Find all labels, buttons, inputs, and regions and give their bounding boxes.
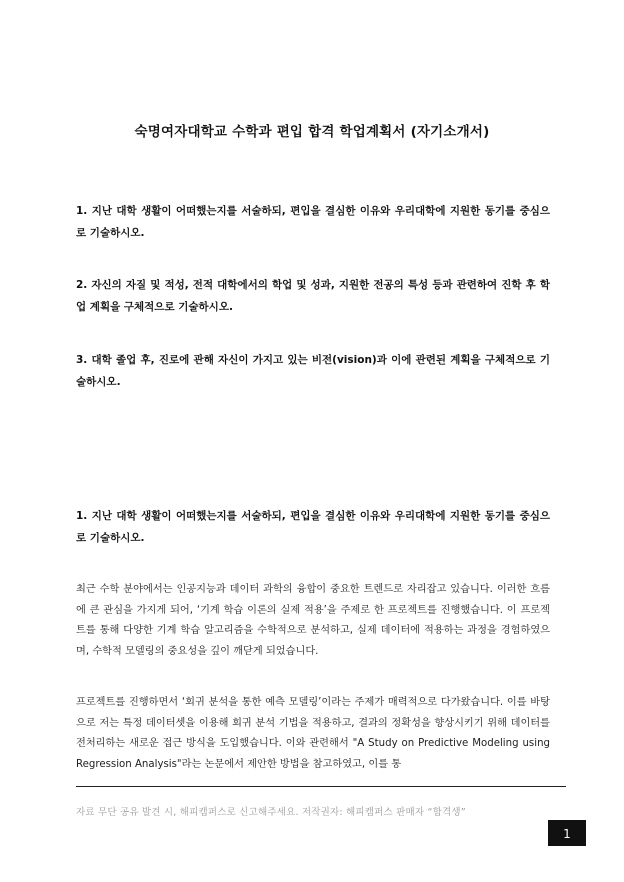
page-title: 숙명여자대학교 수학과 편입 합격 학업계획서 (자기소개서) — [134, 124, 490, 140]
question-2: 2. 자신의 자질 및 적성, 전적 대학에서의 학업 및 성과, 지원한 전공의 특성 등과 관련하여 진학 후 학업 계획을 구체적으로 기술하시오. — [76, 279, 550, 313]
footer-divider — [76, 786, 566, 787]
answer-heading: 1. 지난 대학 생활이 어떠했는지를 서술하되, 편입을 결심한 이유와 우리대학에 지원한 동기를 중심으로 기술하시오. — [76, 510, 550, 544]
question-1: 1. 지난 대학 생활이 어떠했는지를 서술하되, 편입을 결심한 이유와 우리대학에 지원한 동기를 중심으로 기술하시오. — [76, 205, 550, 239]
page-number: 1 — [548, 820, 586, 846]
answer-paragraph-2: 프로젝트를 진행하면서 ‘회귀 분석을 통한 예측 모델링’이라는 주제가 매력적으로 다가왔습니다. 이를 바탕으로 저는 특정 데이터셋을 이용해 회귀 분석 기법을 적용하고, 결과의 정확성을 향상시키기 위해 데이터를 전처리하는 새로운 접근 방식을 도입했습니다. 이와 관련해서 "A Study on Predictive Modeling using Regression Analysis"라는 논문에서 제안한 방법을 참고하였고, 이를 통 — [76, 697, 550, 770]
answer-paragraph-1: 최근 수학 분야에서는 인공지능과 데이터 과학의 융합이 중요한 트렌드로 자리잡고 있습니다. 이러한 흐름에 큰 관심을 가지게 되어, ‘기계 학습 이론의 실제 적용’을 주제로 한 프로젝트를 진행했습니다. 이 프로젝트를 통해 다양한 기계 학습 알고리즘을 수학적으로 분석하고, 실제 데이터에 적용하는 과정을 경험하였으며, 수학적 모델링의 중요성을 깊이 깨닫게 되었습니다. — [76, 584, 550, 657]
question-3: 3. 대학 졸업 후, 진로에 관해 자신이 가지고 있는 비전(vision)과 이에 관련된 계획을 구체적으로 기술하시오. — [76, 354, 550, 388]
copyright-notice: 자료 무단 공유 발견 시, 해피캠퍼스로 신고해주세요. 저작권자: 해피캠퍼스 판매자 “합격생” — [76, 807, 466, 818]
